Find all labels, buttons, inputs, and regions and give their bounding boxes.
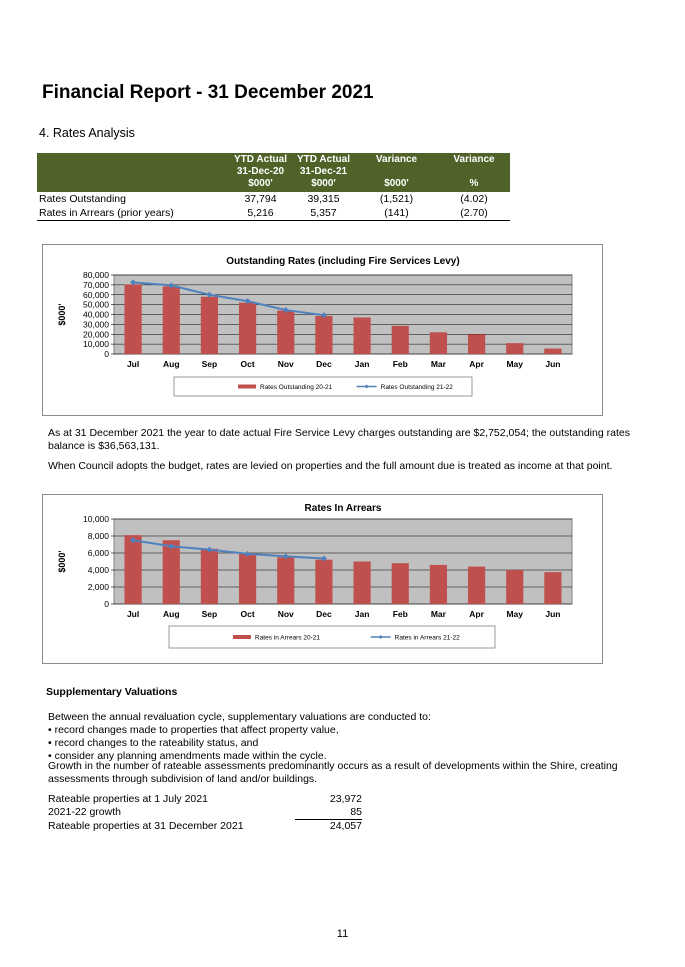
header-cell: 31-Dec-21 bbox=[292, 166, 355, 178]
bar bbox=[124, 284, 141, 354]
row-label: Rates in Arrears (prior years) bbox=[37, 206, 229, 221]
bar bbox=[239, 553, 256, 604]
x-tick-label: Aug bbox=[162, 609, 180, 619]
bar bbox=[163, 540, 180, 604]
y-tick-label: 10,000 bbox=[83, 514, 109, 524]
y-tick-label: 30,000 bbox=[83, 319, 109, 330]
bar bbox=[506, 570, 523, 604]
budget-paragraph: When Council adopts the budget, rates are levied on properties and the full amount due is treated as income at that point. bbox=[48, 460, 613, 472]
bar bbox=[430, 332, 447, 354]
x-tick-label: Nov bbox=[277, 609, 294, 619]
bar bbox=[544, 572, 561, 604]
rates-in-arrears-chart-svg bbox=[43, 495, 602, 663]
bar bbox=[201, 297, 218, 354]
header-cell bbox=[37, 166, 229, 178]
chart-title: Rates In Arrears bbox=[304, 503, 382, 514]
table-row bbox=[37, 206, 510, 221]
header-cell: $000' bbox=[292, 178, 355, 192]
cell: 5,357 bbox=[292, 206, 355, 221]
legend-bar-swatch bbox=[238, 385, 256, 389]
y-tick-label: 70,000 bbox=[83, 279, 109, 290]
growth-paragraph bbox=[48, 760, 618, 786]
cell: 39,315 bbox=[307, 193, 340, 205]
cell: (4.02) bbox=[460, 193, 488, 205]
header-cell bbox=[37, 178, 229, 192]
intro-line: Between the annual revaluation cycle, supplementary valuations are conducted to: bbox=[48, 711, 431, 723]
header-cell: YTD Actual bbox=[292, 153, 355, 166]
cell: 5,216 bbox=[229, 206, 292, 221]
count-row bbox=[48, 793, 362, 806]
cell: 37,794 bbox=[244, 193, 277, 205]
count-label: 2021-22 growth bbox=[48, 806, 121, 819]
bar bbox=[277, 557, 294, 604]
rates-table bbox=[37, 153, 510, 221]
count-label: Rateable properties at 31 December 2021 bbox=[48, 819, 244, 832]
bullet-item: • consider any planning amendments made within the cycle. bbox=[48, 750, 327, 762]
y-tick-label: 8,000 bbox=[87, 531, 109, 541]
count-value: 23,972 bbox=[329, 793, 362, 805]
x-tick-label: Apr bbox=[469, 359, 484, 369]
bar bbox=[315, 316, 332, 354]
y-tick-label: 4,000 bbox=[87, 565, 109, 575]
supplementary-intro bbox=[48, 711, 431, 763]
x-tick-label: Nov bbox=[277, 359, 294, 369]
x-tick-label: Jul bbox=[126, 609, 140, 619]
y-tick-label: 80,000 bbox=[83, 270, 109, 280]
y-tick-label: 60,000 bbox=[83, 289, 109, 300]
growth-line-2: assessments through subdivision of land and/or buildings. bbox=[48, 773, 318, 785]
rateable-counts-table bbox=[48, 793, 362, 833]
y-tick-label: 10,000 bbox=[83, 339, 109, 350]
outstanding-rates-chart-svg bbox=[43, 245, 602, 415]
bar bbox=[201, 549, 218, 604]
growth-line-1: Growth in the number of rateable assessments predominantly occurs as a result of developments within the Shire, creating bbox=[48, 760, 618, 772]
chart-title: Outstanding Rates (including Fire Services Levy) bbox=[226, 256, 460, 267]
row-label: Rates Outstanding bbox=[39, 193, 126, 205]
header-cell bbox=[355, 166, 438, 178]
bar bbox=[277, 311, 294, 354]
header-cell: % bbox=[438, 178, 510, 192]
x-tick-label: Feb bbox=[392, 359, 408, 369]
x-tick-label: Mar bbox=[430, 359, 446, 369]
y-tick-label: 6,000 bbox=[87, 548, 109, 558]
legend-bar-swatch bbox=[233, 635, 251, 639]
x-tick-label: Jan bbox=[354, 359, 370, 369]
x-tick-label: Dec bbox=[316, 359, 332, 369]
bullet-item: • record changes to the rateability status, and bbox=[48, 737, 259, 749]
x-tick-label: Jul bbox=[126, 359, 140, 369]
rates-in-arrears-chart bbox=[42, 494, 603, 664]
x-tick-label: Dec bbox=[316, 609, 332, 619]
bar bbox=[468, 334, 485, 354]
y-axis-label: $000' bbox=[57, 550, 67, 573]
count-label: Rateable properties at 1 July 2021 bbox=[48, 793, 208, 805]
outstanding-rates-chart bbox=[42, 244, 603, 416]
count-value: 85 bbox=[350, 806, 362, 818]
bar bbox=[392, 326, 409, 354]
page-number: 11 bbox=[336, 928, 349, 940]
x-tick-label: May bbox=[506, 359, 524, 369]
bar bbox=[353, 317, 370, 354]
x-tick-label: Oct bbox=[240, 359, 255, 369]
x-tick-label: Oct bbox=[240, 609, 255, 619]
x-tick-label: Jun bbox=[545, 609, 561, 619]
legend-label: Rates Outstanding 21-22 bbox=[380, 384, 453, 391]
section-heading: 4. Rates Analysis bbox=[39, 126, 135, 140]
bar bbox=[163, 286, 180, 354]
bar bbox=[468, 567, 485, 604]
supplementary-title: Supplementary Valuations bbox=[46, 686, 178, 698]
count-row bbox=[48, 806, 362, 820]
y-tick-label: 20,000 bbox=[83, 329, 109, 340]
levy-line-2: balance is $36,563,131. bbox=[48, 440, 160, 452]
report-title: Financial Report - 31 December 2021 bbox=[42, 82, 374, 103]
table-row bbox=[37, 192, 510, 206]
bullet-item: • record changes made to properties that affect property value, bbox=[48, 724, 339, 736]
y-tick-label: 50,000 bbox=[83, 299, 109, 310]
bar bbox=[239, 303, 256, 354]
count-row bbox=[48, 820, 362, 834]
x-tick-label: Jun bbox=[545, 359, 561, 369]
bar bbox=[353, 562, 370, 605]
bar bbox=[315, 560, 332, 604]
y-tick-label: 0 bbox=[104, 349, 109, 359]
x-tick-label: Aug bbox=[162, 359, 180, 369]
levy-paragraph bbox=[48, 427, 630, 453]
header-cell: $000' bbox=[229, 178, 292, 192]
header-cell bbox=[438, 166, 510, 178]
x-tick-label: Sep bbox=[201, 359, 218, 369]
header-cell: Variance bbox=[438, 153, 510, 166]
y-tick-label: 40,000 bbox=[83, 309, 109, 320]
header-cell: YTD Actual bbox=[229, 153, 292, 166]
plot-area bbox=[114, 519, 572, 604]
legend-label: Rates in Arrears 21-22 bbox=[394, 634, 460, 642]
y-tick-label: 2,000 bbox=[87, 582, 109, 592]
cell: (2.70) bbox=[438, 206, 510, 221]
x-tick-label: Jan bbox=[354, 609, 370, 619]
x-tick-label: Mar bbox=[430, 609, 446, 619]
bar bbox=[506, 343, 523, 354]
count-value: 24,057 bbox=[295, 820, 362, 834]
x-tick-label: Apr bbox=[469, 609, 484, 619]
bar bbox=[544, 349, 561, 354]
legend-label: Rates Outstanding 20-21 bbox=[260, 384, 333, 391]
bar bbox=[124, 535, 141, 604]
header-cell: 31-Dec-20 bbox=[229, 166, 292, 178]
header-cell: $000' bbox=[355, 178, 438, 192]
levy-line-1: As at 31 December 2021 the year to date actual Fire Service Levy charges outstanding are $2,752,054; the outstanding rates bbox=[48, 427, 630, 439]
cell: (141) bbox=[355, 206, 438, 221]
bar bbox=[392, 563, 409, 604]
y-tick-label: 0 bbox=[104, 599, 109, 609]
cell: (1,521) bbox=[379, 193, 414, 205]
y-axis-label: $000' bbox=[57, 303, 67, 326]
x-tick-label: Feb bbox=[392, 609, 408, 619]
x-tick-label: Sep bbox=[201, 609, 218, 619]
header-cell: Variance bbox=[355, 153, 438, 166]
bar bbox=[430, 565, 447, 604]
header-cell bbox=[37, 153, 229, 166]
x-tick-label: May bbox=[506, 609, 524, 619]
legend-label: Rates in Arrears 20-21 bbox=[255, 634, 321, 642]
